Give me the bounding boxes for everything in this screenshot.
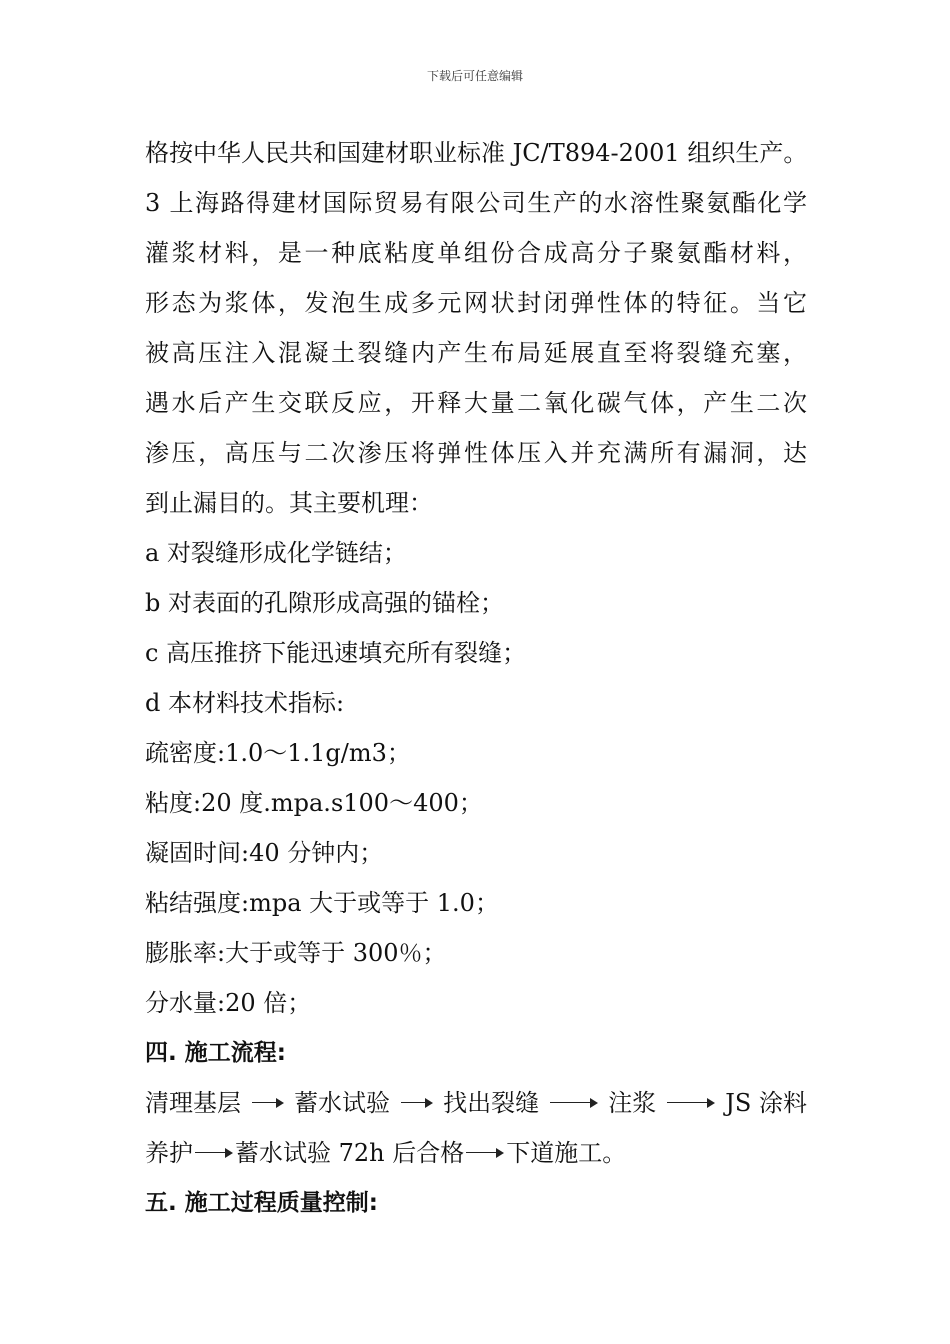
arrow-right-icon	[550, 1098, 598, 1108]
paragraph-line: 3 上海路得建材国际贸易有限公司生产的水溶性聚氨酯化学	[145, 189, 807, 217]
paragraph-line: 到止漏目的。其主要机理：	[145, 489, 433, 517]
spec-item: 凝固时间:40 分钟内；	[145, 839, 384, 867]
arrow-right-icon	[466, 1148, 504, 1158]
process-flow-line-1	[145, 1078, 807, 1128]
list-item: d 本材料技术指标:	[145, 689, 345, 717]
flow-step: 下道施工。	[506, 1139, 627, 1167]
paragraph-line: 遇水后产生交联反应，开释大量二氧化碳气体，产生二次	[145, 389, 807, 417]
section-heading-4: 四. 施工流程:	[145, 1040, 286, 1066]
paragraph-line: 形态为浆体，发泡生成多元网状封闭弹性体的特征。当它	[145, 289, 807, 317]
flow-step: 蓄水试验	[294, 1089, 391, 1117]
list-item: a 对裂缝形成化学链结；	[145, 539, 407, 567]
body-text	[145, 128, 807, 1228]
spec-item: 疏密度:1.0～1.1g/m3；	[145, 739, 411, 767]
process-flow-line-2	[145, 1128, 807, 1178]
spec-item: 分水量:20 倍；	[145, 989, 312, 1017]
flow-step: 蓄水试验 72h 后合格	[235, 1139, 465, 1167]
paragraph-line: 灌浆材料，是一种底粘度单组份合成高分子聚氨酯材料，	[145, 239, 807, 267]
arrow-right-icon	[667, 1098, 715, 1108]
paragraph-line: 被高压注入混凝土裂缝内产生布局延展直至将裂缝充塞，	[145, 339, 807, 367]
list-item: b 对表面的孔隙形成高强的锚栓；	[145, 589, 504, 617]
spec-item: 粘度:20 度.mpa.s100～400；	[145, 789, 483, 817]
list-item: c 高压推挤下能迅速填充所有裂缝；	[145, 639, 527, 667]
arrow-right-icon	[252, 1098, 284, 1108]
page-header-note: 下载后可任意编辑	[426, 69, 523, 83]
arrow-right-icon	[195, 1148, 233, 1158]
paragraph-line: 渗压，高压与二次渗压将弹性体压入并充满所有漏洞，达	[145, 439, 807, 467]
spec-item: 粘结强度:mpa 大于或等于 1.0；	[145, 889, 499, 917]
spec-item: 膨胀率:大于或等于 300％；	[145, 939, 447, 967]
arrow-right-icon	[401, 1098, 433, 1108]
flow-step: 清理基层	[145, 1089, 241, 1117]
flow-step: 养护	[145, 1139, 193, 1167]
flow-step: 找出裂缝	[443, 1089, 540, 1117]
section-heading-5: 五. 施工过程质量控制:	[145, 1190, 378, 1216]
paragraph-line: 格按中华人民共和国建材职业标准 JC/T894-2001 组织生产。	[145, 139, 807, 167]
flow-step: 注浆	[608, 1089, 657, 1117]
flow-step: JS 涂料	[725, 1089, 807, 1117]
